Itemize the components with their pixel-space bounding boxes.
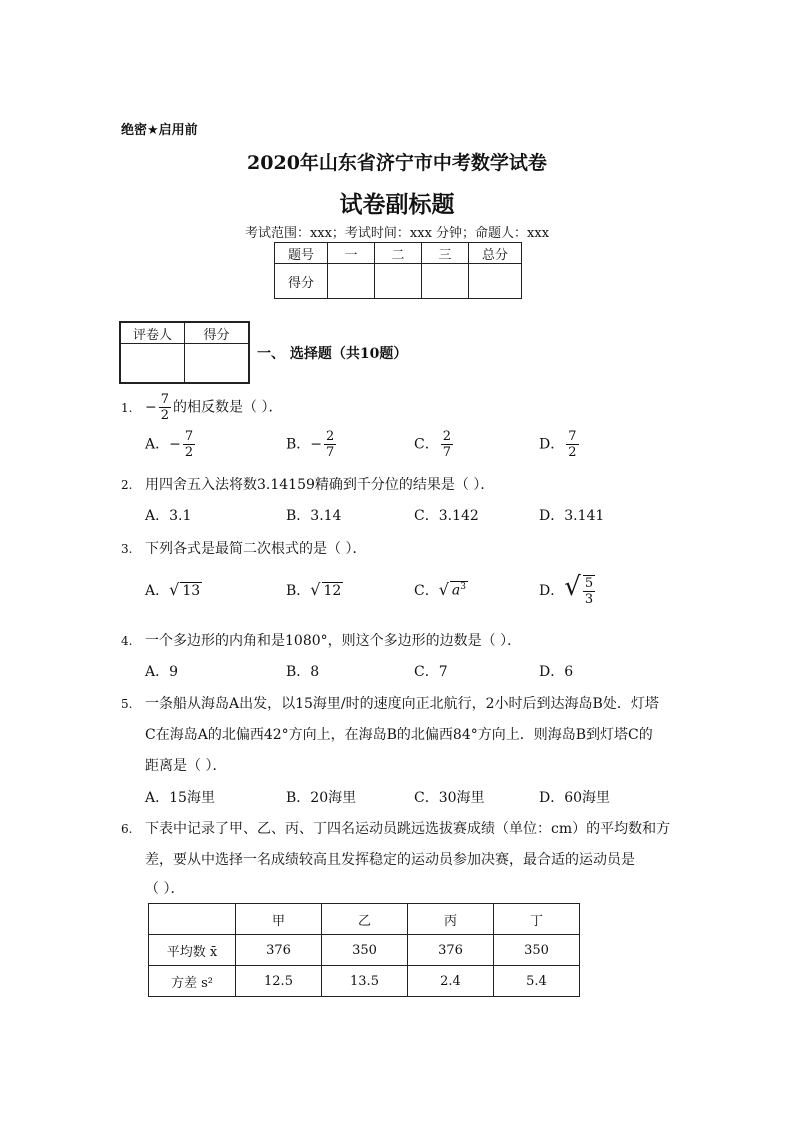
confidential-label: 绝密★启用前 — [121, 123, 198, 138]
sqrt-icon: √ — [438, 580, 449, 599]
sqrt-icon: √ — [564, 572, 581, 602]
score-cell: 二 — [375, 243, 422, 264]
table-cell: 平均数 x̄ — [149, 935, 236, 966]
q4-option-d[interactable]: D．6 — [539, 664, 574, 680]
question-6-line-3: （ ）． — [145, 881, 185, 897]
table-row — [149, 966, 580, 997]
grader-cell[interactable] — [185, 344, 250, 384]
question-2: 2. 用四舍五入法将数3.14159精确到千分位的结果是（ ）． — [121, 477, 495, 493]
q5-option-b[interactable]: B．20海里 — [286, 790, 357, 806]
grader-cell[interactable] — [120, 344, 185, 384]
score-cell[interactable] — [469, 264, 522, 299]
grader-table — [119, 321, 250, 384]
q3-option-d[interactable]: D．√ $\frac{5}{3}$ — [539, 572, 594, 607]
question-5-line-2: C在海岛A的北偏西42°方向上，在海岛B的北偏西84°方向上．则海岛B到灯塔C的 — [145, 727, 653, 743]
table-cell: 方差 s² — [149, 966, 236, 997]
score-table — [274, 242, 522, 299]
q1-option-c[interactable]: C． $\frac{2}{7}$ — [414, 429, 451, 460]
q4-option-c[interactable]: C．7 — [414, 664, 448, 680]
question-6: 6. 下表中记录了甲、乙、丙、丁四名运动员跳远选拔赛成绩（单位：cm）的平均数和方 — [121, 821, 671, 837]
table-cell: 376 — [236, 935, 322, 966]
question-5: 5. 一条船从海岛A出发，以15海里/时的速度向正北航行，2小时后到达海岛B处．灯塔 — [121, 696, 659, 712]
score-cell: 题号 — [275, 243, 328, 264]
score-cell: 总分 — [469, 243, 522, 264]
score-cell[interactable] — [375, 264, 422, 299]
q5-option-d[interactable]: D．60海里 — [539, 790, 611, 806]
sqrt-icon: √ — [169, 580, 180, 599]
table-header-cell — [149, 904, 236, 935]
grader-cell: 得分 — [185, 322, 250, 344]
q5-option-a[interactable]: A．15海里 — [145, 790, 215, 806]
table-header-cell: 丁 — [494, 904, 580, 935]
table-cell: 350 — [494, 935, 580, 966]
score-cell: 一 — [328, 243, 375, 264]
score-cell[interactable] — [422, 264, 469, 299]
q3-option-b[interactable]: B．√ 12 — [286, 580, 342, 599]
table-header-cell: 丙 — [408, 904, 494, 935]
q1-option-b[interactable]: B．− $\frac{2}{7}$ — [286, 429, 335, 460]
table-header-cell: 甲 — [236, 904, 322, 935]
grader-cell: 评卷人 — [120, 322, 185, 344]
section-heading: 一、 选择题（共10题） — [257, 346, 408, 362]
question-1: 1. − $\frac{7}{2}$ 的相反数是（ ）． — [121, 392, 283, 423]
table-header-cell: 乙 — [322, 904, 408, 935]
question-5-line-3: 距离是（ ）． — [145, 758, 227, 774]
sqrt-icon: √ — [310, 580, 321, 599]
table-cell: 350 — [322, 935, 408, 966]
stem-fraction: $\frac{7}{2}$ — [160, 392, 170, 423]
score-cell: 得分 — [275, 264, 328, 299]
q1-option-a[interactable]: A．− $\frac{7}{2}$ — [145, 429, 194, 460]
table-cell: 376 — [408, 935, 494, 966]
exam-info: 考试范围：xxx；考试时间：xxx 分钟；命题人：xxx — [244, 226, 550, 241]
q2-option-c[interactable]: C．3.142 — [414, 508, 479, 524]
q2-option-b[interactable]: B．3.14 — [286, 508, 342, 524]
q2-option-d[interactable]: D．3.141 — [539, 508, 605, 524]
q2-option-a[interactable]: A．3.1 — [145, 508, 192, 524]
question-3: 3. 下列各式是最简二次根式的是（ ）． — [121, 541, 367, 557]
q3-option-c[interactable]: C．√ $a^3$ — [414, 580, 467, 599]
exam-title: 2020年山东省济宁市中考数学试卷 — [247, 152, 547, 174]
score-cell: 三 — [422, 243, 469, 264]
q3-option-a[interactable]: A．√ 13 — [145, 580, 201, 599]
q1-option-d[interactable]: D． $\frac{7}{2}$ — [539, 429, 577, 460]
score-cell[interactable] — [328, 264, 375, 299]
table-cell: 12.5 — [236, 966, 322, 997]
table-cell: 2.4 — [408, 966, 494, 997]
question-4: 4. 一个多边形的内角和是1080°，则这个多边形的边数是（ ）． — [121, 633, 522, 649]
q4-option-a[interactable]: A．9 — [145, 664, 179, 680]
table-cell: 5.4 — [494, 966, 580, 997]
q5-option-c[interactable]: C．30海里 — [414, 790, 485, 806]
exam-subtitle: 试卷副标题 — [339, 192, 455, 218]
athlete-data-table — [148, 903, 580, 997]
question-6-line-2: 差，要从中选择一名成绩较高且发挥稳定的运动员参加决赛，最合适的运动员是 — [145, 852, 635, 868]
q4-option-b[interactable]: B．8 — [286, 664, 320, 680]
table-cell: 13.5 — [322, 966, 408, 997]
table-row — [149, 935, 580, 966]
